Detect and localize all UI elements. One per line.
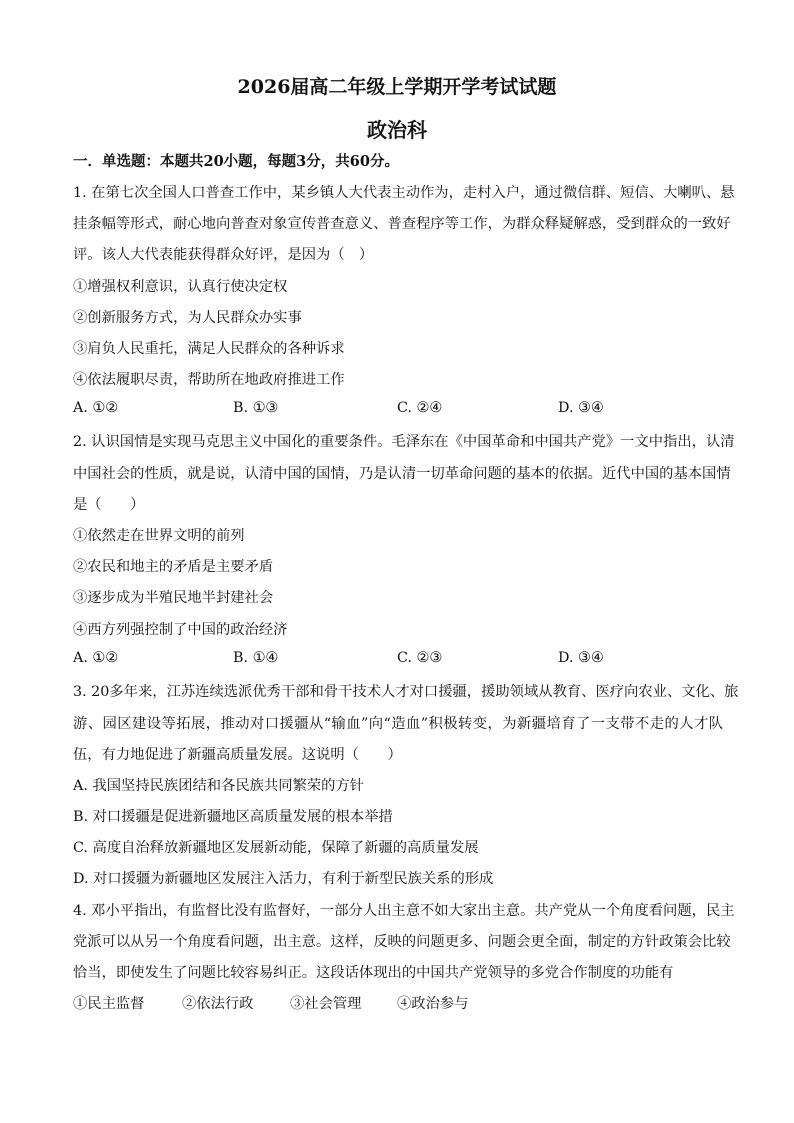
q2-item-2: ②农民和地主的矛盾是主要矛盾 — [73, 559, 274, 575]
q1-item-2: ②创新服务方式，为人民群众办实事 — [73, 310, 302, 326]
q1-item-1: ①增强权利意识，认真行使决定权 — [73, 279, 288, 295]
q3-stem-line-2: 游、园区建设等拓展，推动对口援疆从“输血”向“造血”积极转变，为新疆培育了一支带不走的人才队 — [73, 716, 723, 732]
section-heading: 一．单选题：本题共20小题，每题3分，共60分。 — [73, 153, 399, 170]
q1-choice-c: C. ②④ — [397, 400, 443, 416]
q1-item-3: ③肩负人民重托，满足人民群众的各种诉求 — [73, 341, 345, 357]
q2-stem-line-2: 中国社会的性质，就是说，认清中国的国情，乃是认清一切革命问题的基本的依据。近代中国的基本国情 — [73, 466, 731, 482]
q2-choice-c: C. ②③ — [397, 650, 443, 666]
q2-choice-a: A. ①② — [73, 650, 119, 666]
q3-option-d: D. 对口援疆为新疆地区发展注入活力，有利于新型民族关系的形成 — [73, 871, 494, 887]
q1-stem-line-3: 评。该人大代表能获得群众好评，是因为（ ） — [73, 247, 374, 263]
q1-choice-a: A. ①② — [73, 400, 119, 416]
q2-choice-d: D. ③④ — [558, 650, 604, 666]
q3-stem-line-1: 3. 20多年来，江苏连续选派优秀干部和骨干技术人才对口援疆，援助领域从教育、医疗向农业、文化、旅 — [73, 684, 739, 700]
q4-item-1: ①民主监督 — [73, 996, 145, 1012]
q4-item-3: ③社会管理 — [290, 996, 362, 1012]
q1-choice-b: B. ①③ — [233, 400, 279, 416]
q2-item-3: ③逐步成为半殖民地半封建社会 — [73, 590, 274, 606]
q1-choice-d: D. ③④ — [558, 400, 604, 416]
subject-title: 政治科 — [367, 118, 427, 142]
q2-stem-line-3: 是（ ） — [73, 497, 145, 513]
exam-title: 2026届高二年级上学期开学考试试题 — [237, 76, 557, 98]
q2-item-1: ①依然走在世界文明的前列 — [73, 528, 245, 544]
q3-stem-line-3: 伍，有力地促进了新疆高质量发展。这说明（ ） — [73, 747, 402, 763]
q1-item-4: ④依法履职尽责，帮助所在地政府推进工作 — [73, 372, 345, 388]
q3-option-c: C. 高度自治释放新疆地区发展新动能，保障了新疆的高质量发展 — [73, 840, 479, 856]
q4-stem-line-2: 党派可以从另一个角度看问题，出主意。这样，反映的问题更多、问题会更全面，制定的方针政策会比较 — [73, 934, 731, 950]
q1-stem-line-2: 挂条幅等形式，耐心地向普查对象宣传普查意义、普查程序等工作，为群众释疑解惑，受到群众的一致好 — [73, 216, 731, 232]
q3-option-a: A. 我国坚持民族团结和各民族共同繁荣的方针 — [73, 778, 365, 794]
q2-choice-b: B. ①④ — [233, 650, 279, 666]
q1-stem-line-1: 1. 在第七次全国人口普查工作中，某乡镇人大代表主动作为，走村入户，通过微信群、短信、大喇叭、悬 — [73, 185, 735, 201]
q2-item-4: ④西方列强控制了中国的政治经济 — [73, 622, 288, 638]
q3-option-b: B. 对口援疆是促进新疆地区高质量发展的根本举措 — [73, 809, 393, 825]
q4-stem-line-3: 恰当，即使发生了问题比较容易纠正。这段话体现出的中国共产党领导的多党合作制度的功能有 — [73, 965, 674, 981]
q4-item-4: ④政治参与 — [397, 996, 469, 1012]
q2-stem-line-1: 2. 认识国情是实现马克思主义中国化的重要条件。毛泽东在《中国革命和中国共产党》一文中指出，认清 — [73, 434, 735, 450]
q4-item-2: ②依法行政 — [182, 996, 254, 1012]
q4-stem-line-1: 4. 邓小平指出，有监督比没有监督好，一部分人出主意不如大家出主意。共产党从一个角度看问题，民主 — [73, 903, 735, 919]
